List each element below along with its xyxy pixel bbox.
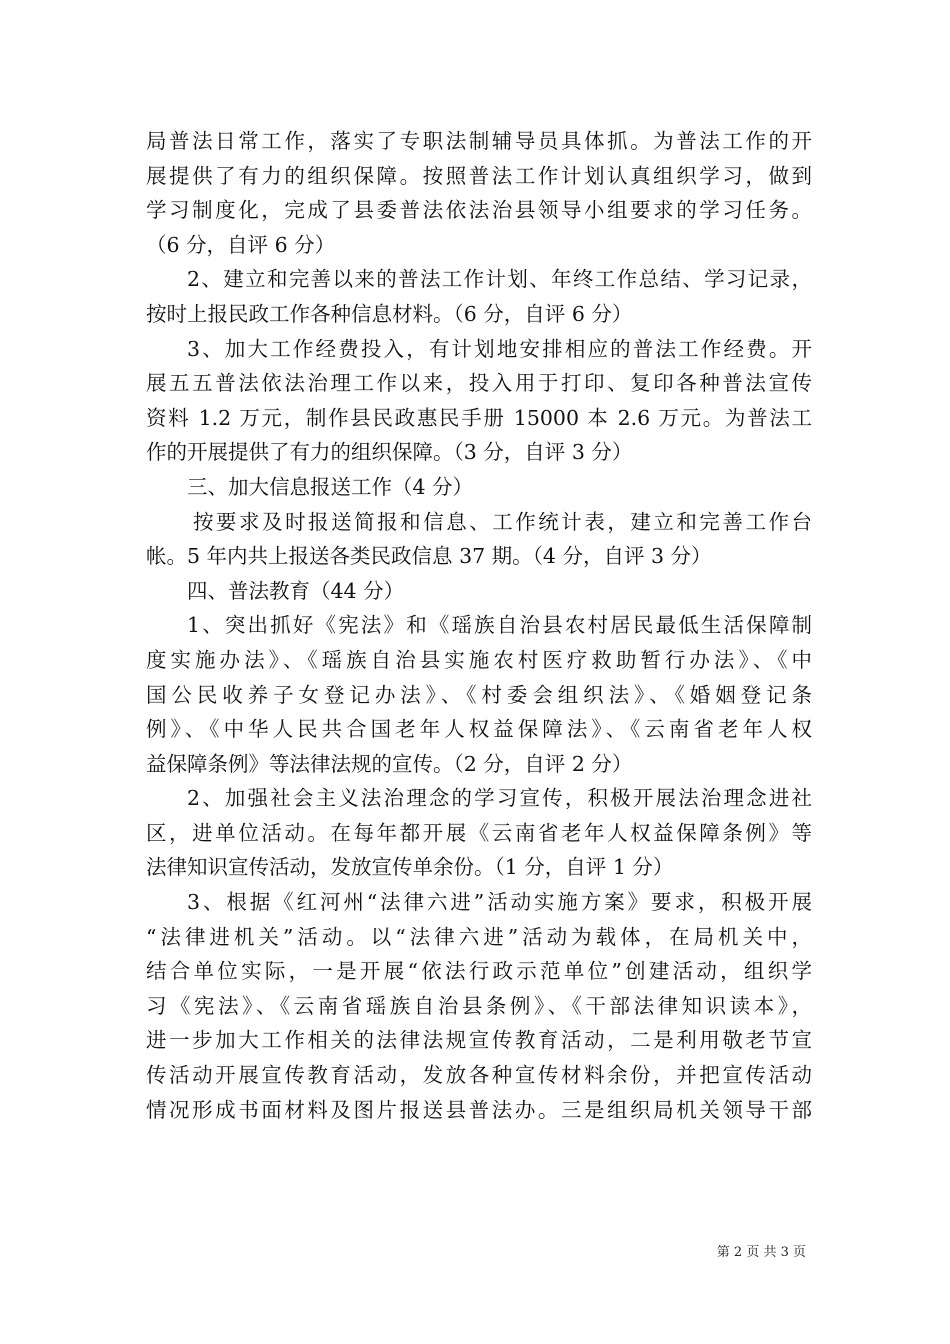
text-line: 局普法日常工作，落实了专职法制辅导员具体抓。为普法工作的开 (146, 129, 812, 153)
paragraph-first-line: 2、加强社会主义法治理念的学习宣传，积极开展法治理念进社 (187, 786, 812, 811)
text-line: 按时上报民政工作各种信息材料。（6 分，自评 6 分） (146, 301, 633, 326)
paragraph-first-line: 2、建立和完善以来的普法工作计划、年终工作总结、学习记录， (187, 267, 812, 292)
text-line: “法律进机关”活动。以“法律六进”活动为载体，在局机关中， (146, 924, 812, 949)
section-heading: 四、普法教育（44 分） (187, 578, 405, 603)
paragraph-first-line: 3、根据《红河州“法律六进”活动实施方案》要求，积极开展 (187, 890, 812, 915)
text-line: 情况形成书面材料及图片报送县普法办。三是组织局机关领导干部 (146, 1097, 812, 1122)
text-line: 传活动开展宣传教育活动，发放各种宣传材料余份，并把宣传活动 (146, 1063, 812, 1088)
paragraph-first-line: 3、加大工作经费投入，有计划地安排相应的普法工作经费。开 (187, 336, 812, 361)
text-line: 学习制度化，完成了县委普法依法治县领导小组要求的学习任务。 (146, 198, 812, 223)
page-number-footer: 第 2 页 共 3 页 (716, 1245, 806, 1260)
text-line: 法律知识宣传活动，发放宣传单余份。（1 分，自评 1 分） (146, 855, 674, 880)
section-heading: 三、加大信息报送工作（4 分） (187, 474, 474, 499)
text-line: 国公民收养子女登记办法》、《村委会组织法》、《婚姻登记条 (146, 682, 812, 707)
text-line: 资料 1.2 万元，制作县民政惠民手册 15000 本 2.6 万元。为普法工 (146, 405, 812, 430)
paragraph-first-line: 按要求及时报送简报和信息、工作统计表，建立和完善工作台 (193, 509, 812, 534)
text-line: 作的开展提供了有力的组织保障。（3 分，自评 3 分） (146, 440, 633, 465)
text-line: 展五五普法依法治理工作以来，投入用于打印、复印各种普法宣传 (146, 371, 812, 396)
text-line: （6 分，自评 6 分） (146, 232, 336, 257)
text-line: 益保障条例》等法律法规的宣传。（2 分，自评 2 分） (146, 751, 633, 776)
text-line: 度实施办法》、《瑶族自治县实施农村医疗救助暂行办法》、《中 (146, 647, 812, 672)
paragraph-first-line: 1、突出抓好《宪法》和《瑶族自治县农村居民最低生活保障制 (187, 613, 812, 638)
text-line: 帐。5 年内共上报送各类民政信息 37 期。（4 分，自评 3 分） (146, 544, 712, 569)
document-body (146, 124, 812, 1127)
text-line: 结合单位实际，一是开展“依法行政示范单位”创建活动，组织学 (146, 959, 812, 984)
text-line: 展提供了有力的组织保障。按照普法工作计划认真组织学习，做到 (146, 163, 812, 188)
text-line: 习《宪法》、《云南省瑶族自治县条例》、《干部法律知识读本》， (146, 993, 812, 1018)
text-line: 区，进单位活动。在每年都开展《云南省老年人权益保障条例》等 (146, 820, 812, 845)
text-line: 例》、《中华人民共合国老年人权益保障法》、《云南省老年人权 (146, 717, 812, 742)
text-line: 进一步加大工作相关的法律法规宣传教育活动，二是利用敬老节宣 (146, 1028, 812, 1053)
